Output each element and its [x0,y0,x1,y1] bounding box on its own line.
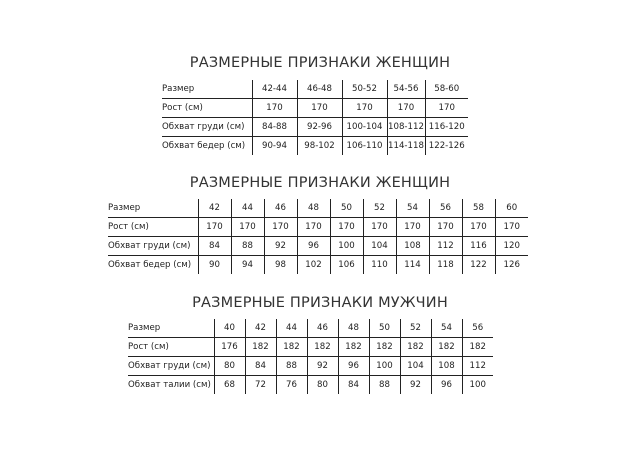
table-cell: 182 [431,338,462,357]
table-cell: 52 [363,199,396,218]
table-cell: 108-112 [387,118,425,137]
table-cell: 80 [214,357,245,376]
table-cell: 72 [245,376,276,395]
table-cell: 182 [369,338,400,357]
table-cell: 92 [307,357,338,376]
table-cell: 98-102 [297,137,342,156]
table-cell: 54-56 [387,80,425,99]
table-cell: 170 [462,218,495,237]
table-cell: 100 [369,357,400,376]
table-cell: 96 [338,357,369,376]
table-cell: 88 [369,376,400,395]
row-label: Обхват груди (см) [162,118,252,137]
table-cell: 44 [276,319,307,338]
table-cell: 102 [297,256,330,275]
men-size-table [128,319,493,394]
women-single-title: РАЗМЕРНЫЕ ПРИЗНАКИ ЖЕНЩИН [189,175,451,191]
table-cell: 96 [297,237,330,256]
table-cell: 104 [363,237,396,256]
table-cell: 84 [198,237,231,256]
table-cell: 122 [462,256,495,275]
table-cell: 84-88 [252,118,297,137]
table-cell: 170 [425,99,468,118]
table-cell: 46 [307,319,338,338]
table-cell: 56 [462,319,493,338]
table-cell: 50 [369,319,400,338]
table-cell: 42-44 [252,80,297,99]
table-cell: 182 [245,338,276,357]
table-cell: 106 [330,256,363,275]
table-cell: 170 [429,218,462,237]
table-cell: 170 [297,99,342,118]
table-cell: 92-96 [297,118,342,137]
women-range-title: РАЗМЕРНЫЕ ПРИЗНАКИ ЖЕНЩИН [189,55,451,71]
table-row [162,99,468,118]
table-cell: 84 [245,357,276,376]
table-cell: 60 [495,199,528,218]
table-cell: 98 [264,256,297,275]
table-cell: 58-60 [425,80,468,99]
table-cell: 182 [338,338,369,357]
table-cell: 48 [297,199,330,218]
row-label: Размер [162,84,195,94]
table-cell: 182 [307,338,338,357]
table-row [128,338,493,357]
row-label: Размер [108,203,141,213]
table-cell: 116-120 [425,118,468,137]
table-cell: 108 [396,237,429,256]
table-row [108,218,528,237]
table-cell: 48 [338,319,369,338]
table-cell: 182 [462,338,493,357]
row-label: Обхват талии (см) [128,376,214,395]
table-cell: 170 [387,99,425,118]
table-cell: 40 [214,319,245,338]
table-cell: 58 [462,199,495,218]
table-cell: 108 [431,357,462,376]
row-label: Рост (см) [108,218,198,237]
table-cell: 176 [214,338,245,357]
table-cell: 56 [429,199,462,218]
table-cell: 118 [429,256,462,275]
table-cell: 122-126 [425,137,468,156]
table-row [128,357,493,376]
table-row [108,199,528,218]
table-cell: 44 [231,199,264,218]
table-cell: 116 [462,237,495,256]
table-cell: 170 [252,99,297,118]
table-cell: 54 [431,319,462,338]
row-label: Рост (см) [128,338,214,357]
table-cell: 100 [330,237,363,256]
women-single-size-table [108,199,528,274]
table-cell: 84 [338,376,369,395]
table-cell: 170 [342,99,387,118]
row-label: Обхват груди (см) [128,357,214,376]
table-cell: 42 [245,319,276,338]
table-cell: 114 [396,256,429,275]
table-cell: 114-118 [387,137,425,156]
table-cell: 90 [198,256,231,275]
table-cell: 88 [276,357,307,376]
table-cell: 182 [276,338,307,357]
table-cell: 42 [198,199,231,218]
row-label: Рост (см) [162,99,252,118]
row-label: Размер [128,323,161,333]
table-cell: 96 [431,376,462,395]
table-row [128,319,493,338]
table-cell: 46 [264,199,297,218]
table-cell: 170 [330,218,363,237]
table-cell: 170 [396,218,429,237]
table-cell: 90-94 [252,137,297,156]
table-cell: 170 [264,218,297,237]
row-label: Обхват бедер (см) [162,137,252,156]
women-range-size-table [162,80,468,155]
table-row [108,256,528,275]
table-cell: 100-104 [342,118,387,137]
table-cell: 94 [231,256,264,275]
table-cell: 52 [400,319,431,338]
table-cell: 170 [495,218,528,237]
table-cell: 68 [214,376,245,395]
table-cell: 170 [363,218,396,237]
table-cell: 170 [231,218,264,237]
row-label: Обхват груди (см) [108,237,198,256]
table-cell: 182 [400,338,431,357]
men-title: РАЗМЕРНЫЕ ПРИЗНАКИ МУЖЧИН [192,295,448,311]
table-cell: 106-110 [342,137,387,156]
table-cell: 104 [400,357,431,376]
table-cell: 170 [198,218,231,237]
table-cell: 100 [462,376,493,395]
table-cell: 46-48 [297,80,342,99]
table-row [162,80,468,99]
table-cell: 54 [396,199,429,218]
table-cell: 126 [495,256,528,275]
table-row [128,376,493,395]
row-label: Обхват бедер (см) [108,256,198,275]
table-row [108,237,528,256]
table-cell: 88 [231,237,264,256]
table-cell: 50-52 [342,80,387,99]
table-cell: 110 [363,256,396,275]
table-cell: 92 [400,376,431,395]
table-cell: 170 [297,218,330,237]
table-row [162,118,468,137]
table-cell: 120 [495,237,528,256]
table-cell: 76 [276,376,307,395]
table-cell: 92 [264,237,297,256]
table-row [162,137,468,156]
table-cell: 50 [330,199,363,218]
table-cell: 112 [429,237,462,256]
table-cell: 80 [307,376,338,395]
table-cell: 112 [462,357,493,376]
